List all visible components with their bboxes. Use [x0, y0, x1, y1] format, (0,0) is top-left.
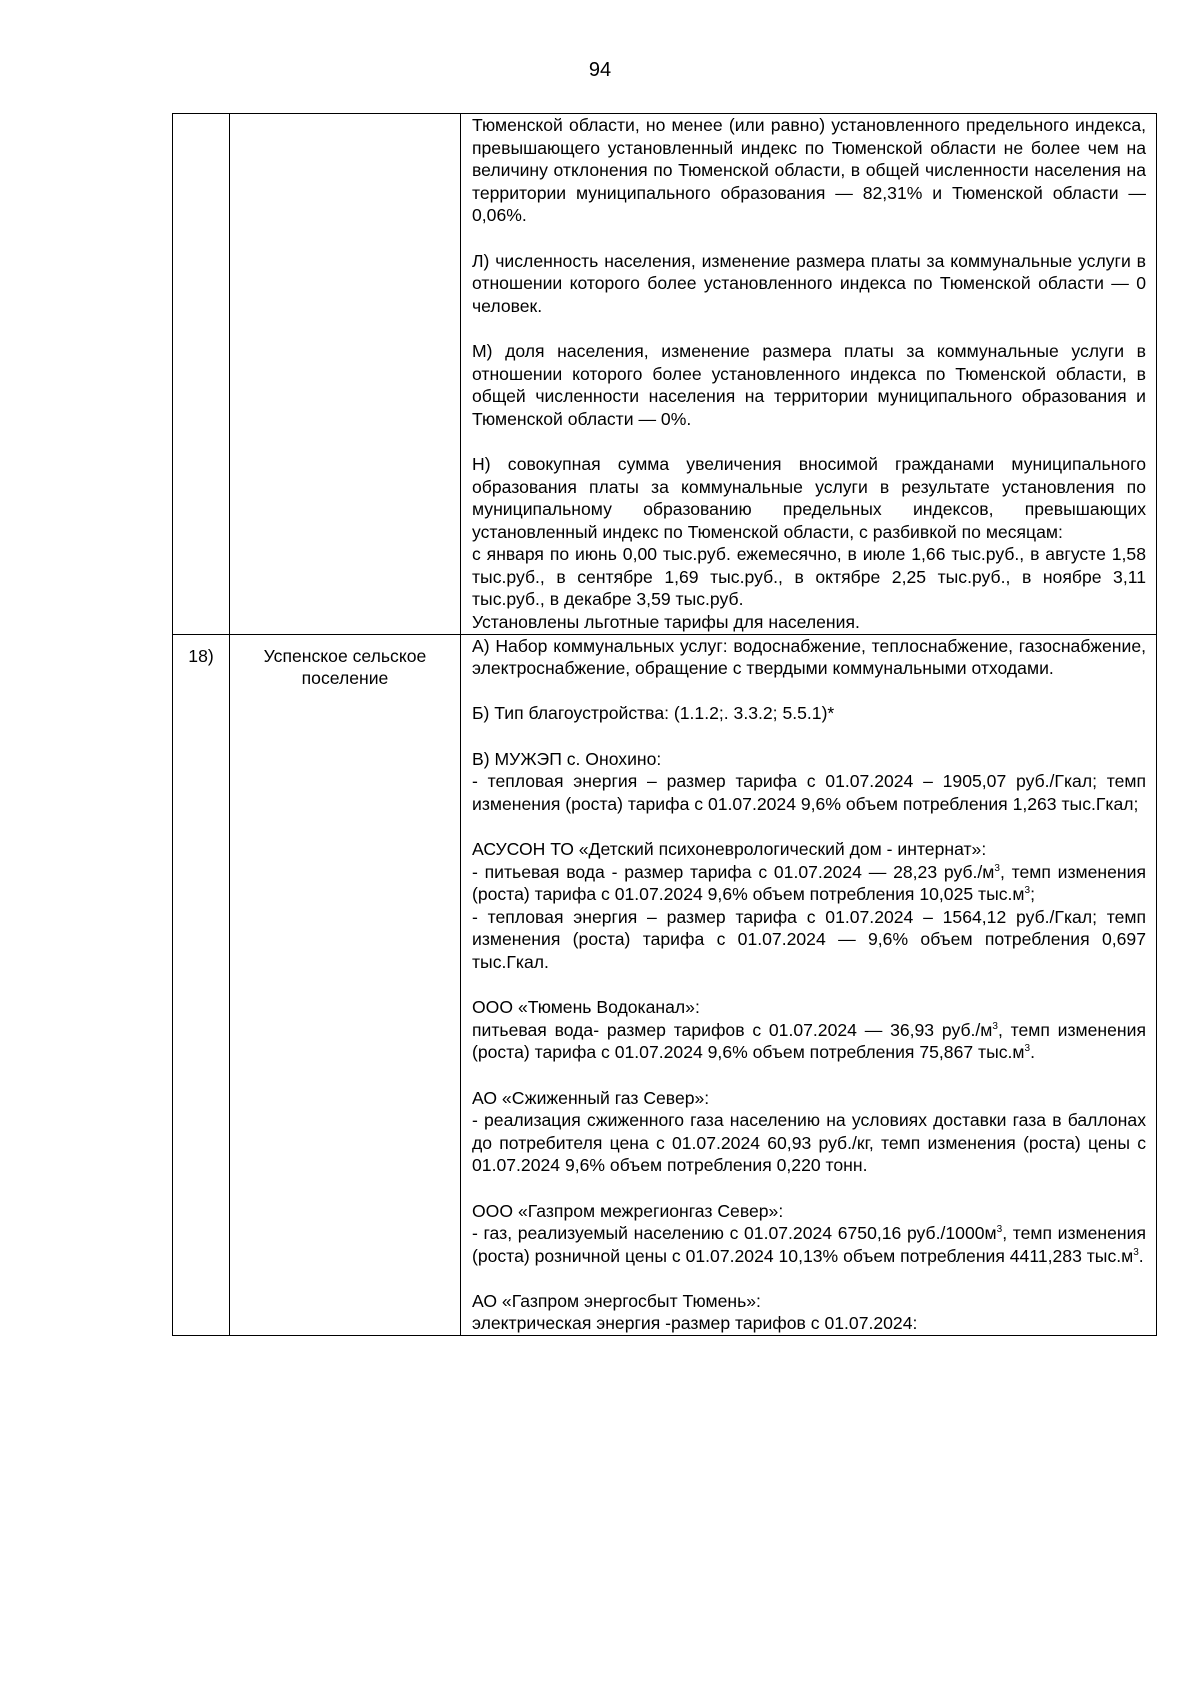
paragraph-energo-text: электрическая энергия -размер тарифов с 01.07.2024:: [472, 1313, 918, 1334]
row-number-cell: 18): [173, 634, 230, 1335]
paragraph-m: М) доля населения, изменение размера платы за коммунальные услуги в отношении которого более установленного индекса по Тюменской области, в общей численности населения на территории муниципального образования и Тюменской области — 0%.: [472, 340, 1146, 429]
vodokanal-text-2: , темп изменения (роста) тарифа с 01.07.2024 9,6% объем потребления 75,867 тыс.м: [472, 1019, 1147, 1063]
content-cell: [461, 634, 1157, 1335]
tariff-table: [172, 113, 1157, 1336]
paragraph-preferential-tariffs: Установлены льготные тарифы для населения.: [472, 612, 860, 633]
superscript-3: 3: [996, 1224, 1003, 1236]
paragraph-v-title: В) МУЖЭП с. Онохино:: [472, 748, 662, 769]
paragraph-vodokanal-water: [472, 1019, 1146, 1064]
paragraph-vodokanal-title: ООО «Тюмень Водоканал»:: [472, 997, 700, 1018]
paragraph-gas-sever-text: - реализация сжиженного газа населению на условиях доставки газа в баллонах до потребителя цена с 01.07.2024 60,93 руб./кг, темп изменения (роста) цены с 01.07.2024 9,6% объем потребления 0,220 тонн.: [472, 1110, 1146, 1176]
paragraph-n: Н) совокупная сумма увеличения вносимой гражданами муниципального образования платы за коммунальные услуги в результате установления по муниципальному образованию предельных индексов, превышающих установленный индекс по Тюменской области, с разбивкой по месяцам:: [472, 453, 1146, 542]
superscript-3: 3: [992, 1020, 998, 1032]
paragraph-a-services: А) Набор коммунальных услуг: водоснабжение, теплоснабжение, газоснабжение, электроснабжение, обращение с твердыми коммунальными отходами.: [472, 635, 1146, 679]
vodokanal-text-3: .: [1030, 1042, 1035, 1063]
gazprom-text-3: .: [1138, 1245, 1144, 1266]
paragraph-asuson-heat: - тепловая энергия – размер тарифа с 01.07.2024 – 1564,12 руб./Гкал; темп изменения (роста) тарифа с 01.07.2024 — 9,6% объем потребления 0,697 тыс.Гкал.: [472, 906, 1146, 972]
superscript-3: 3: [1133, 1246, 1139, 1258]
settlement-name-cell: [230, 114, 461, 635]
row-number-cell: [173, 114, 230, 635]
superscript-3: 3: [1024, 885, 1031, 897]
superscript-3: 3: [1024, 1043, 1031, 1055]
asuson-water-text-2: , темп изменения (роста) тарифа с 01.07.2024 9,6% объем потребления 10,025 тыс.м: [472, 861, 1146, 905]
asuson-water-text-1: - питьевая вода - размер тарифа с 01.07.2024 — 28,23 руб./м: [472, 861, 995, 882]
paragraph-gas-sever-title: АО «Сжиженный газ Север»:: [472, 1087, 710, 1108]
page-number: 94: [588, 59, 612, 81]
superscript-3: 3: [994, 862, 1000, 874]
asuson-water-text-3: ;: [1030, 884, 1035, 905]
table-row-18: [173, 634, 1157, 1335]
paragraph-l: Л) численность населения, изменение размера платы за коммунальные услуги в отношении которого более установленного индекса по Тюменской области — 0 человек.: [472, 250, 1146, 316]
paragraph-gazprom-title: ООО «Газпром межрегионгаз Север»:: [472, 1200, 784, 1221]
vodokanal-text-1: питьевая вода- размер тарифов с 01.07.2024 — 36,93 руб./м: [472, 1019, 993, 1040]
paragraph-gazprom-text: [472, 1222, 1146, 1267]
paragraph-b-amenities: Б) Тип благоустройства: (1.1.2;. 3.3.2; 5.5.1)*: [472, 703, 835, 724]
paragraph-monthly-breakdown: с января по июнь 0,00 тыс.руб. ежемесячно, в июле 1,66 тыс.руб., в августе 1,58 тыс.руб., в сентябре 1,69 тыс.руб., в октябре 2,25 тыс.руб., в ноябре 3,11 тыс.руб., в декабре 3,59 тыс.руб.: [472, 544, 1146, 610]
paragraph-v-heat: - тепловая энергия – размер тарифа с 01.07.2024 – 1905,07 руб./Гкал; темп изменения (роста) тарифа с 01.07.2024 9,6% объем потребления 1,263 тыс.Гкал;: [472, 771, 1146, 814]
content-cell: [461, 114, 1157, 635]
paragraph-asuson-title: АСУСОН ТО «Детский психоневрологический дом - интернат»:: [472, 839, 987, 859]
settlement-name-cell: Успенское сельское поселение: [230, 634, 461, 1335]
paragraph-share-population: Тюменской области, но менее (или равно) установленного предельного индекса, превышающего установленный индекс по Тюменской области не более чем на величину отклонения по Тюменской области, в общей численности населения на территории муниципального образования — 82,31% и Тюменской области — 0,06%.: [472, 115, 1146, 226]
table-row-continuation: [173, 114, 1157, 635]
paragraph-asuson-water: [472, 861, 1146, 906]
gazprom-text-1: - газ, реализуемый населению с 01.07.2024 6750,16 руб./1000м: [472, 1223, 997, 1244]
gazprom-text-2: , темп изменения (роста) розничной цены с 01.07.2024 10,13% объем потребления 4411,283 тыс.м: [472, 1223, 1146, 1266]
paragraph-energo-title: АО «Газпром энергосбыт Тюмень»:: [472, 1290, 761, 1311]
